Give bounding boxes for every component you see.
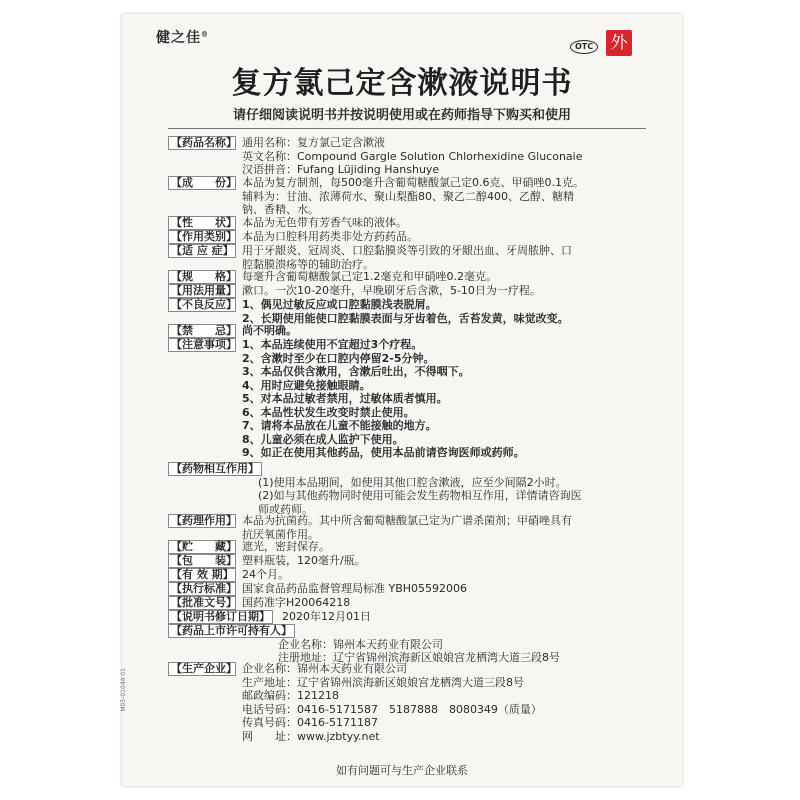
section-label: 【用法用量】 [168,284,236,298]
section-value [242,244,646,271]
section-value [242,324,646,338]
text-line: 漱口。一次10-20毫升，早晚刷牙后含漱，5-10日为一疗程。 [242,284,541,297]
document-title: 复方氯己定含漱液说明书 [231,66,573,101]
text-line: 7、请将本品放在儿童不能接触的地方。 [242,419,437,432]
print-code: M05-01044 01 [120,668,127,712]
section-label: 【性 状】 [168,216,236,230]
text-line: 注册地址：辽宁省锦州滨海新区娘娘宫龙栖湾大道三段8号 [278,651,560,664]
section-value [242,596,646,610]
text-line: 电话号码：0416-5171587 5187888 8080349（质量） [242,702,542,716]
text-line: 国药准字H20064218 [242,596,351,609]
text-line: 本品为口腔科用药类非处方药药品。 [242,230,418,243]
section-label: 【说明书修订日期】 [168,610,273,624]
text-line: 2、含漱时至少在口腔内停留2-5分钟。 [242,351,435,365]
section-value [242,284,646,298]
section-label: 【药品上市许可持有人】 [168,624,295,638]
section-label: 【不良反应】 [168,298,236,312]
brand-name: 健之佳 [156,30,201,46]
section-label: 【有 效 期】 [168,568,236,582]
section-label: 【注意事项】 [168,338,236,352]
section-label: 【禁 忌】 [168,324,236,338]
text-line: 国家食品药品监督管理局标准 YBH05592006 [242,582,468,595]
section-value [258,476,662,517]
instruction-leaflet [122,14,682,786]
text-line: 本品为复方制剂，每500毫升含葡萄糖酸氯己定0.6克、甲硝唑0.1克。 [242,176,584,189]
section-label: 【成 份】 [168,176,236,190]
text-line: 传真号码：0416-5171187 [242,716,378,729]
text-line: 2、长期使用能使口腔黏膜表面与牙齿着色，舌苔发黄，味觉改变。 [242,311,569,325]
text-line: 用于牙龈炎、冠周炎、口腔黏膜炎等引致的牙龈出血、牙周脓肿、口 [242,244,572,257]
section-label: 【包 装】 [168,554,236,568]
section-label: 【适 应 症】 [168,244,236,258]
text-line: 6、本品性状发生改变时禁止使用。 [242,405,415,419]
section-label: 【作用类别】 [168,230,236,244]
brand-logo [156,27,209,47]
text-line: 1、偶见过敏反应或口腔黏膜浅表脱屑。 [242,298,437,311]
text-line: 8、儿童必须在成人监护下使用。 [242,432,404,446]
text-line: 本品为无色带有芳香气味的液体。 [242,216,407,229]
section-label: 【贮 藏】 [168,540,236,554]
text-line: 抗厌氧菌作用。 [242,527,319,541]
text-line: 1、本品连续使用不宜超过3个疗程。 [242,338,423,351]
text-line: 本品为抗菌药。其中所含葡萄糖酸氯己定为广谱杀菌剂；甲硝唑具有 [242,514,572,527]
section-value [242,568,646,582]
document-subtitle: 请仔细阅读说明书并按说明使用或在药师指导下购买和使用 [232,108,571,123]
section-value [242,176,646,217]
section-value [242,582,646,596]
text-line: 尚不明确。 [242,324,297,337]
text-line: 5、对本品过敏者禁用，过敏体质者慎用。 [242,392,448,405]
section-value [242,540,646,554]
footer-note: 如有问题可与生产企业联系 [336,764,468,777]
section-value [242,662,646,743]
section-value [242,298,646,325]
section-label: 【药品名称】 [168,136,236,150]
text-line: 2020年12月01日 [282,610,371,623]
text-line: 腔黏膜溃疡等的辅助治疗。 [242,257,374,271]
section-label: 【生产企业】 [168,662,236,676]
section-label: 【批准文号】 [168,596,236,610]
text-line: 辅料为：甘油、浓薄荷水、聚山梨酯80、聚乙二醇400、乙醇、糖精 [242,189,574,203]
text-line: 9、如正在使用其他药品，使用本品前请咨询医师或药师。 [242,446,525,459]
text-line: 企业名称：锦州本天药业有限公司 [242,662,407,675]
text-line: 塑料瓶装，120毫升/瓶。 [242,554,366,567]
text-line: 遮光，密封保存。 [242,540,330,553]
text-line: 3、本品仅供含漱用，含漱后吐出，不得咽下。 [242,365,470,378]
text-line: 师或药师。 [258,502,313,516]
text-line: 生产地址：辽宁省锦州滨海新区娘娘宫龙栖湾大道三段8号 [242,675,524,689]
text-line: 汉语拼音：Fufang Lüjiding Hanshuye [242,163,440,176]
external-use-badge: 外 [606,30,632,56]
divider [168,128,646,129]
section-value [278,638,682,665]
section-value [242,338,646,460]
text-line: 每毫升含葡萄糖酸氯己定1.2毫克和甲硝唑0.2毫克。 [242,270,497,283]
section-label: 【执行标准】 [168,582,236,596]
section-value [282,610,686,624]
text-line: 钠、香精、水。 [242,203,319,216]
text-line: 通用名称：复方氯己定含漱液 [242,136,385,149]
section-value [242,216,646,230]
section-label: 【规 格】 [168,270,236,284]
text-line: 24个月。 [242,568,289,581]
text-line: 4、用时应避免接触眼睛。 [242,378,371,392]
text-line: 邮政编码：121218 [242,689,339,702]
text-line: 网 址：www.jzbtyy.net [242,729,380,743]
section-value [242,136,646,177]
text-line: 企业名称：锦州本天药业有限公司 [278,637,443,651]
section-label: 【药理作用】 [168,514,236,528]
section-value [242,230,646,244]
text-line: (1)使用本品期间，如使用其他口腔含漱液，应至少间隔2小时。 [258,475,567,489]
text-line: (2)如与其他药物同时使用可能会发生药物相互作用，详情请咨询医 [258,489,582,502]
section-value [242,270,646,284]
section-value [242,554,646,568]
section-label: 【药物相互作用】 [168,462,262,476]
section-value [242,514,646,541]
text-line: 英文名称：Compound Gargle Solution Chlorhexidine Gluconaie [242,149,583,163]
otc-badge: OTC [570,40,598,54]
registered-mark: ® [201,29,209,39]
